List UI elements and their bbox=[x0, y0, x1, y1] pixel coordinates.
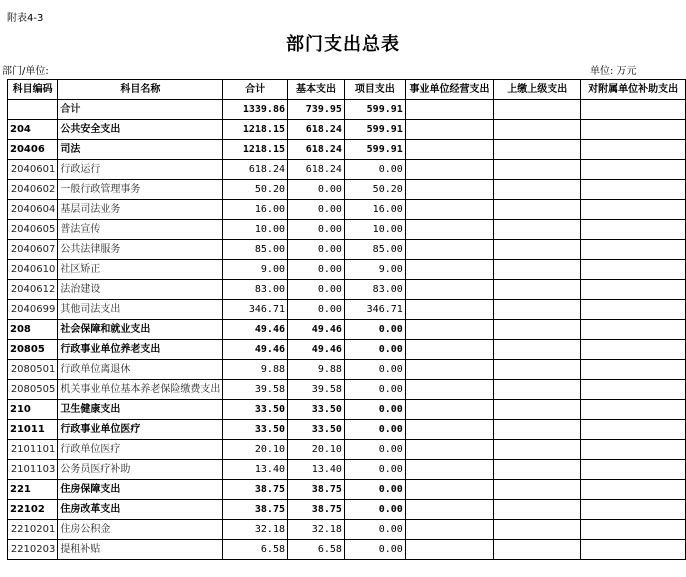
department-label: 部门/单位: bbox=[2, 66, 49, 77]
cell-subsidiary bbox=[581, 420, 686, 440]
cell-operating bbox=[405, 440, 493, 460]
cell-subsidiary bbox=[581, 340, 686, 360]
cell-basic: 0.00 bbox=[288, 240, 345, 260]
cell-subsidiary bbox=[581, 120, 686, 140]
cell-project: 0.00 bbox=[344, 340, 405, 360]
table-row bbox=[8, 400, 686, 420]
cell-project: 50.20 bbox=[344, 180, 405, 200]
cell-project: 0.00 bbox=[344, 440, 405, 460]
cell-basic: 39.58 bbox=[288, 380, 345, 400]
cell-total: 13.40 bbox=[223, 460, 288, 480]
cell-upper bbox=[494, 380, 581, 400]
cell-code: 2080501 bbox=[8, 360, 58, 380]
col-header-operating: 事业单位经营支出 bbox=[405, 80, 493, 100]
table-row bbox=[8, 160, 686, 180]
cell-total: 38.75 bbox=[223, 500, 288, 520]
col-header-subsidiary: 对附属单位补助支出 bbox=[581, 80, 686, 100]
cell-project: 599.91 bbox=[344, 120, 405, 140]
cell-name: 行政事业单位养老支出 bbox=[58, 340, 223, 360]
table-row bbox=[8, 340, 686, 360]
cell-upper bbox=[494, 460, 581, 480]
cell-operating bbox=[405, 360, 493, 380]
cell-name: 提租补贴 bbox=[58, 540, 223, 560]
cell-operating bbox=[405, 260, 493, 280]
cell-code: 2040607 bbox=[8, 240, 58, 260]
cell-operating bbox=[405, 240, 493, 260]
cell-upper bbox=[494, 500, 581, 520]
cell-total: 49.46 bbox=[223, 340, 288, 360]
table-row bbox=[8, 520, 686, 540]
cell-upper bbox=[494, 300, 581, 320]
cell-code: 2080505 bbox=[8, 380, 58, 400]
cell-project: 0.00 bbox=[344, 360, 405, 380]
table-header-row bbox=[8, 80, 686, 100]
cell-operating bbox=[405, 400, 493, 420]
appendix-label: 附表4-3 bbox=[7, 13, 44, 24]
cell-upper bbox=[494, 220, 581, 240]
table-row bbox=[8, 220, 686, 240]
cell-basic: 33.50 bbox=[288, 420, 345, 440]
cell-operating bbox=[405, 420, 493, 440]
table-row bbox=[8, 420, 686, 440]
cell-total: 32.18 bbox=[223, 520, 288, 540]
cell-total: 618.24 bbox=[223, 160, 288, 180]
table-row bbox=[8, 360, 686, 380]
cell-operating bbox=[405, 340, 493, 360]
cell-total: 38.75 bbox=[223, 480, 288, 500]
cell-basic: 739.95 bbox=[288, 100, 345, 120]
cell-basic: 6.58 bbox=[288, 540, 345, 560]
cell-upper bbox=[494, 180, 581, 200]
cell-code: 22102 bbox=[8, 500, 58, 520]
page-title: 部门支出总表 bbox=[286, 34, 400, 55]
cell-project: 0.00 bbox=[344, 540, 405, 560]
cell-name: 行政单位离退休 bbox=[58, 360, 223, 380]
cell-name: 机关事业单位基本养老保险缴费支出 bbox=[58, 380, 223, 400]
col-header-total: 合计 bbox=[223, 80, 288, 100]
cell-name: 普法宣传 bbox=[58, 220, 223, 240]
cell-project: 0.00 bbox=[344, 400, 405, 420]
cell-basic: 0.00 bbox=[288, 300, 345, 320]
cell-total: 346.71 bbox=[223, 300, 288, 320]
cell-operating bbox=[405, 140, 493, 160]
cell-subsidiary bbox=[581, 540, 686, 560]
cell-code: 20406 bbox=[8, 140, 58, 160]
cell-name: 社会保障和就业支出 bbox=[58, 320, 223, 340]
cell-total: 9.00 bbox=[223, 260, 288, 280]
cell-total: 85.00 bbox=[223, 240, 288, 260]
cell-subsidiary bbox=[581, 360, 686, 380]
cell-upper bbox=[494, 120, 581, 140]
cell-project: 85.00 bbox=[344, 240, 405, 260]
cell-name: 行政单位医疗 bbox=[58, 440, 223, 460]
cell-name: 一般行政管理事务 bbox=[58, 180, 223, 200]
cell-operating bbox=[405, 180, 493, 200]
cell-basic: 0.00 bbox=[288, 260, 345, 280]
table-row bbox=[8, 380, 686, 400]
table-row bbox=[8, 440, 686, 460]
cell-basic: 32.18 bbox=[288, 520, 345, 540]
table-row bbox=[8, 280, 686, 300]
cell-name: 公共安全支出 bbox=[58, 120, 223, 140]
cell-subsidiary bbox=[581, 180, 686, 200]
cell-total: 49.46 bbox=[223, 320, 288, 340]
table-row bbox=[8, 460, 686, 480]
cell-name: 住房保障支出 bbox=[58, 480, 223, 500]
cell-subsidiary bbox=[581, 440, 686, 460]
cell-basic: 0.00 bbox=[288, 220, 345, 240]
cell-code: 2040602 bbox=[8, 180, 58, 200]
cell-subsidiary bbox=[581, 320, 686, 340]
cell-operating bbox=[405, 160, 493, 180]
cell-project: 83.00 bbox=[344, 280, 405, 300]
cell-code bbox=[8, 100, 58, 120]
cell-subsidiary bbox=[581, 300, 686, 320]
cell-name: 行政事业单位医疗 bbox=[58, 420, 223, 440]
table-row bbox=[8, 100, 686, 120]
cell-basic: 20.10 bbox=[288, 440, 345, 460]
cell-operating bbox=[405, 500, 493, 520]
table-row bbox=[8, 240, 686, 260]
cell-subsidiary bbox=[581, 280, 686, 300]
cell-subsidiary bbox=[581, 520, 686, 540]
cell-subsidiary bbox=[581, 260, 686, 280]
cell-basic: 13.40 bbox=[288, 460, 345, 480]
cell-operating bbox=[405, 300, 493, 320]
cell-total: 33.50 bbox=[223, 420, 288, 440]
cell-total: 6.58 bbox=[223, 540, 288, 560]
cell-total: 50.20 bbox=[223, 180, 288, 200]
cell-subsidiary bbox=[581, 100, 686, 120]
cell-subsidiary bbox=[581, 160, 686, 180]
cell-operating bbox=[405, 280, 493, 300]
unit-label: 单位: 万元 bbox=[590, 66, 637, 77]
cell-project: 0.00 bbox=[344, 500, 405, 520]
cell-total: 1339.86 bbox=[223, 100, 288, 120]
cell-basic: 0.00 bbox=[288, 280, 345, 300]
cell-code: 2210203 bbox=[8, 540, 58, 560]
cell-subsidiary bbox=[581, 400, 686, 420]
cell-subsidiary bbox=[581, 240, 686, 260]
cell-project: 0.00 bbox=[344, 320, 405, 340]
cell-total: 1218.15 bbox=[223, 140, 288, 160]
cell-code: 20805 bbox=[8, 340, 58, 360]
cell-subsidiary bbox=[581, 220, 686, 240]
cell-code: 2040610 bbox=[8, 260, 58, 280]
col-header-code: 科目编码 bbox=[8, 80, 58, 100]
cell-operating bbox=[405, 480, 493, 500]
cell-upper bbox=[494, 320, 581, 340]
table-row bbox=[8, 300, 686, 320]
cell-total: 9.88 bbox=[223, 360, 288, 380]
cell-upper bbox=[494, 160, 581, 180]
cell-upper bbox=[494, 420, 581, 440]
cell-operating bbox=[405, 200, 493, 220]
cell-name: 住房改革支出 bbox=[58, 500, 223, 520]
cell-subsidiary bbox=[581, 140, 686, 160]
table-row bbox=[8, 180, 686, 200]
cell-total: 10.00 bbox=[223, 220, 288, 240]
cell-upper bbox=[494, 400, 581, 420]
cell-total: 16.00 bbox=[223, 200, 288, 220]
cell-total: 1218.15 bbox=[223, 120, 288, 140]
cell-code: 2040605 bbox=[8, 220, 58, 240]
cell-name: 公共法律服务 bbox=[58, 240, 223, 260]
cell-basic: 38.75 bbox=[288, 500, 345, 520]
cell-basic: 0.00 bbox=[288, 200, 345, 220]
cell-project: 599.91 bbox=[344, 140, 405, 160]
table-row bbox=[8, 480, 686, 500]
cell-project: 10.00 bbox=[344, 220, 405, 240]
cell-upper bbox=[494, 280, 581, 300]
table-row bbox=[8, 320, 686, 340]
cell-code: 208 bbox=[8, 320, 58, 340]
table-row bbox=[8, 260, 686, 280]
cell-total: 39.58 bbox=[223, 380, 288, 400]
cell-code: 204 bbox=[8, 120, 58, 140]
table-row bbox=[8, 140, 686, 160]
cell-upper bbox=[494, 140, 581, 160]
table-row bbox=[8, 200, 686, 220]
cell-upper bbox=[494, 480, 581, 500]
cell-operating bbox=[405, 380, 493, 400]
cell-project: 0.00 bbox=[344, 480, 405, 500]
col-header-project: 项目支出 bbox=[344, 80, 405, 100]
cell-subsidiary bbox=[581, 460, 686, 480]
cell-name: 住房公积金 bbox=[58, 520, 223, 540]
cell-upper bbox=[494, 540, 581, 560]
cell-subsidiary bbox=[581, 380, 686, 400]
cell-code: 2040604 bbox=[8, 200, 58, 220]
cell-total: 83.00 bbox=[223, 280, 288, 300]
col-header-name: 科目名称 bbox=[58, 80, 223, 100]
cell-name: 公务员医疗补助 bbox=[58, 460, 223, 480]
cell-upper bbox=[494, 360, 581, 380]
cell-code: 2101101 bbox=[8, 440, 58, 460]
cell-basic: 49.46 bbox=[288, 340, 345, 360]
cell-total: 20.10 bbox=[223, 440, 288, 460]
cell-operating bbox=[405, 220, 493, 240]
cell-code: 2101103 bbox=[8, 460, 58, 480]
cell-code: 2040612 bbox=[8, 280, 58, 300]
cell-upper bbox=[494, 260, 581, 280]
cell-name: 社区矫正 bbox=[58, 260, 223, 280]
cell-code: 2040601 bbox=[8, 160, 58, 180]
cell-code: 2210201 bbox=[8, 520, 58, 540]
cell-upper bbox=[494, 200, 581, 220]
cell-operating bbox=[405, 100, 493, 120]
cell-operating bbox=[405, 460, 493, 480]
cell-code: 221 bbox=[8, 480, 58, 500]
cell-operating bbox=[405, 320, 493, 340]
cell-upper bbox=[494, 240, 581, 260]
cell-operating bbox=[405, 120, 493, 140]
cell-basic: 38.75 bbox=[288, 480, 345, 500]
cell-project: 346.71 bbox=[344, 300, 405, 320]
cell-operating bbox=[405, 520, 493, 540]
cell-code: 21011 bbox=[8, 420, 58, 440]
cell-project: 0.00 bbox=[344, 420, 405, 440]
cell-basic: 618.24 bbox=[288, 120, 345, 140]
cell-basic: 618.24 bbox=[288, 160, 345, 180]
cell-project: 0.00 bbox=[344, 160, 405, 180]
table-row bbox=[8, 540, 686, 560]
cell-upper bbox=[494, 100, 581, 120]
cell-project: 599.91 bbox=[344, 100, 405, 120]
cell-operating bbox=[405, 540, 493, 560]
cell-project: 9.00 bbox=[344, 260, 405, 280]
cell-name: 基层司法业务 bbox=[58, 200, 223, 220]
cell-name: 合计 bbox=[58, 100, 223, 120]
table-row bbox=[8, 120, 686, 140]
col-header-upper: 上缴上级支出 bbox=[494, 80, 581, 100]
cell-basic: 49.46 bbox=[288, 320, 345, 340]
expenditure-table bbox=[7, 79, 686, 560]
cell-name: 行政运行 bbox=[58, 160, 223, 180]
cell-basic: 9.88 bbox=[288, 360, 345, 380]
cell-basic: 33.50 bbox=[288, 400, 345, 420]
cell-name: 司法 bbox=[58, 140, 223, 160]
cell-subsidiary bbox=[581, 500, 686, 520]
cell-name: 卫生健康支出 bbox=[58, 400, 223, 420]
cell-subsidiary bbox=[581, 200, 686, 220]
cell-name: 其他司法支出 bbox=[58, 300, 223, 320]
cell-name: 法治建设 bbox=[58, 280, 223, 300]
table-row bbox=[8, 500, 686, 520]
cell-project: 0.00 bbox=[344, 520, 405, 540]
cell-project: 16.00 bbox=[344, 200, 405, 220]
cell-project: 0.00 bbox=[344, 460, 405, 480]
cell-upper bbox=[494, 440, 581, 460]
cell-project: 0.00 bbox=[344, 380, 405, 400]
cell-basic: 618.24 bbox=[288, 140, 345, 160]
cell-code: 2040699 bbox=[8, 300, 58, 320]
cell-code: 210 bbox=[8, 400, 58, 420]
cell-basic: 0.00 bbox=[288, 180, 345, 200]
cell-subsidiary bbox=[581, 480, 686, 500]
cell-total: 33.50 bbox=[223, 400, 288, 420]
cell-upper bbox=[494, 520, 581, 540]
col-header-basic: 基本支出 bbox=[288, 80, 345, 100]
cell-upper bbox=[494, 340, 581, 360]
